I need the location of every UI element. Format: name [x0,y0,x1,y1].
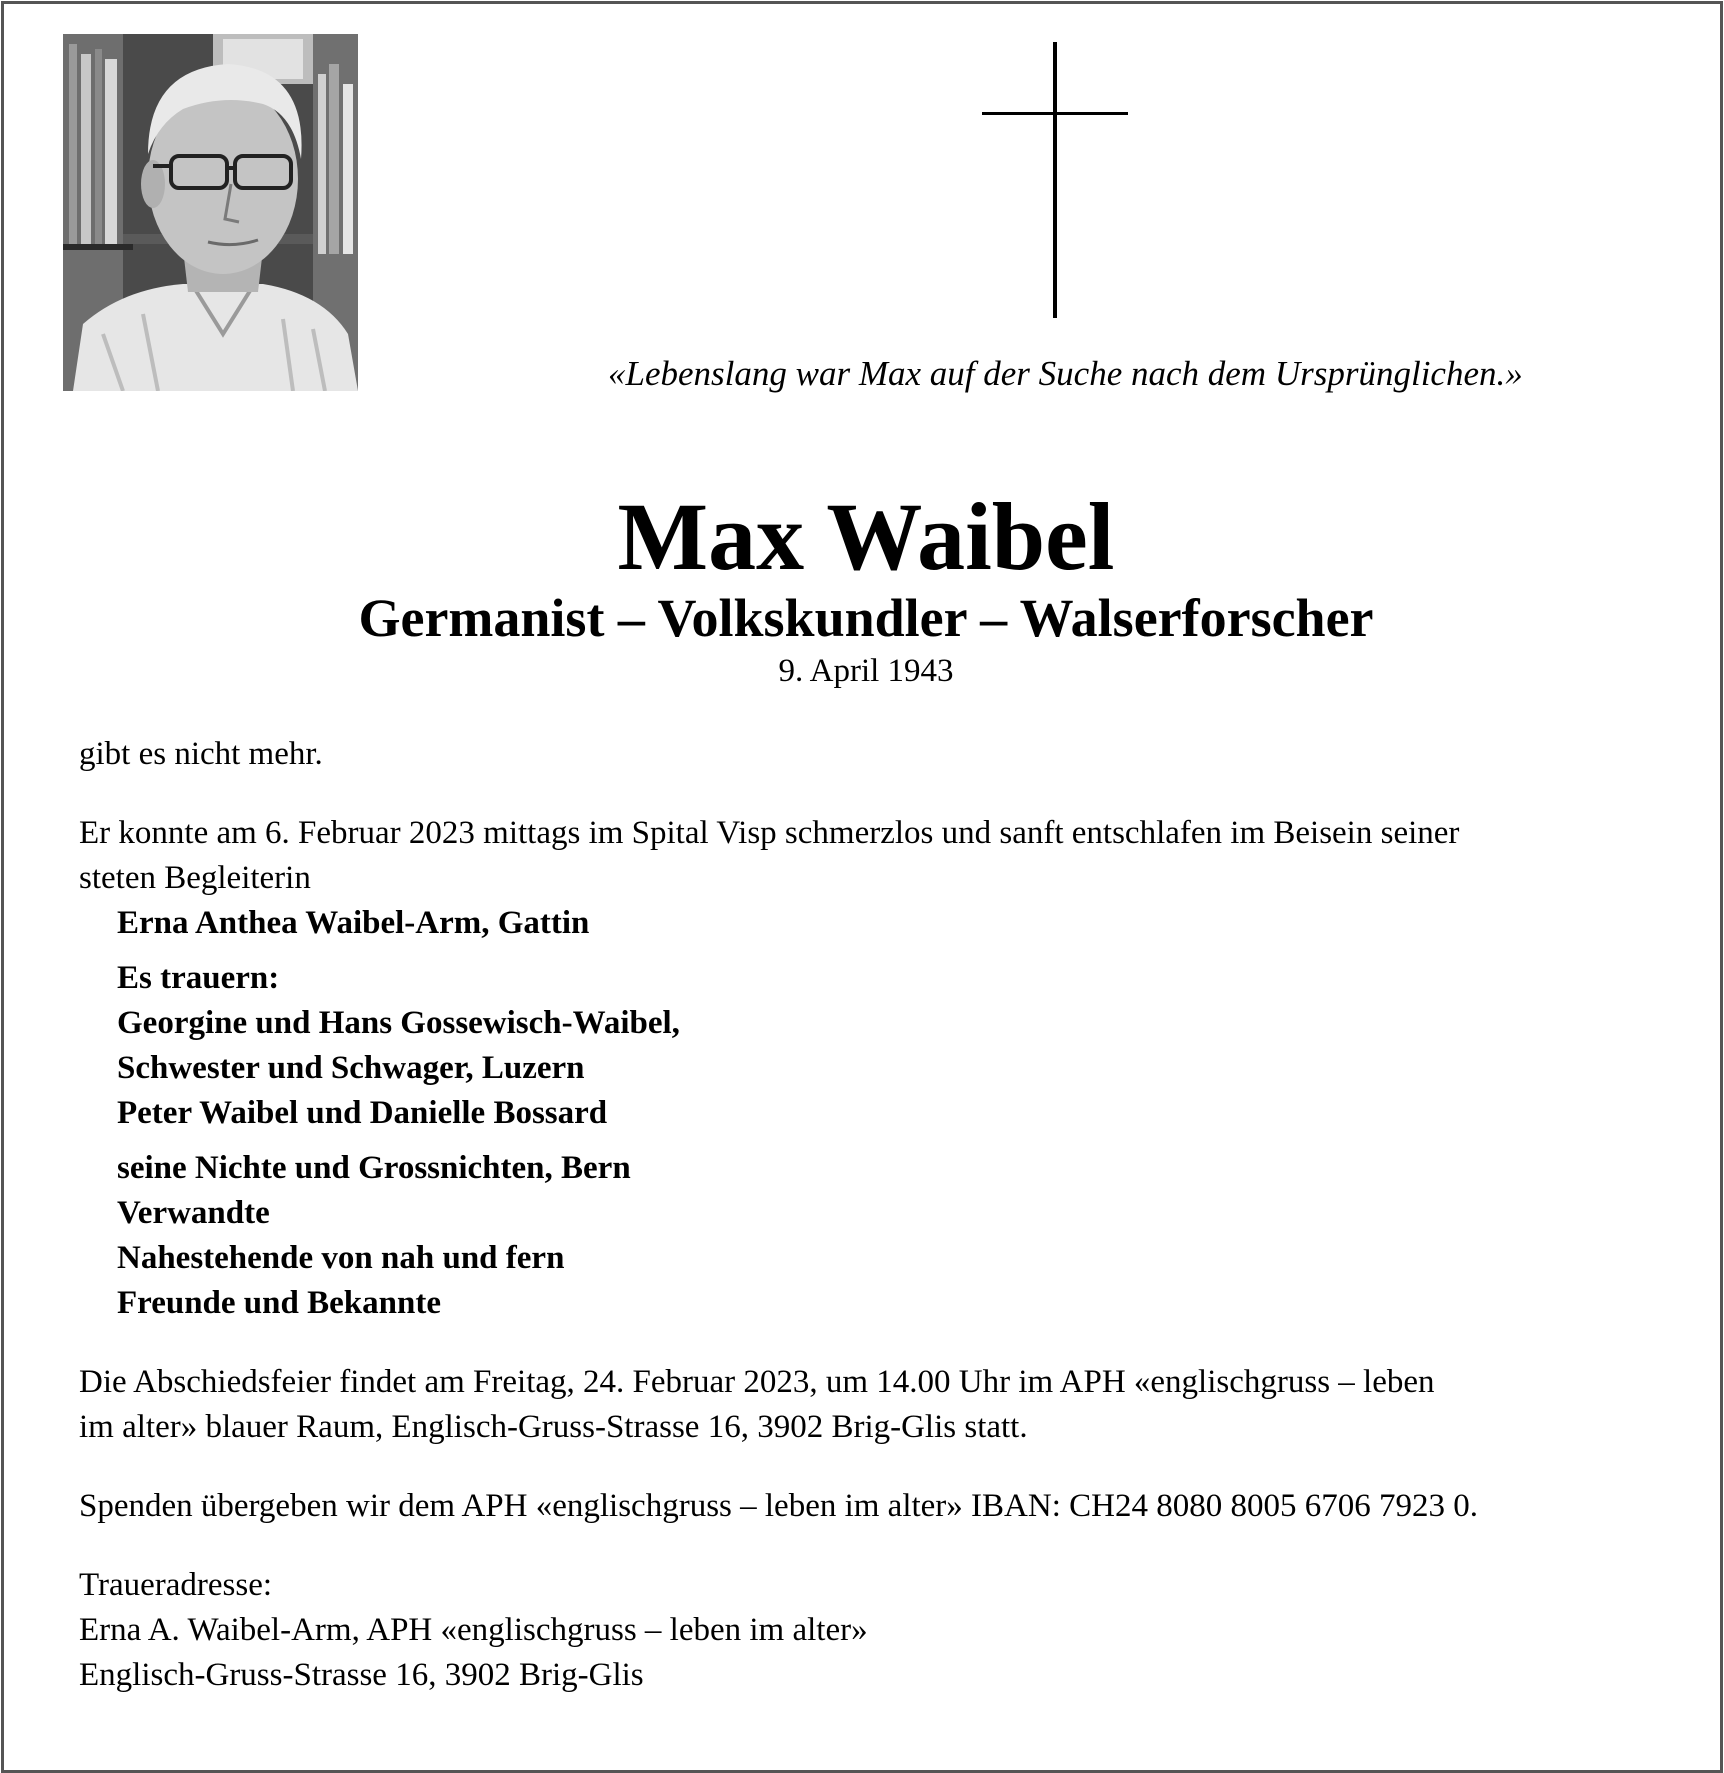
spouse-name: Erna Anthea Waibel-Arm, Gattin [117,905,590,941]
passing-line-2: steten Begleiterin [79,860,311,896]
portrait-photo [63,34,358,391]
obituary-body [79,732,1679,1698]
mourner-line: Peter Waibel und Danielle Bossard [117,1095,608,1131]
mourners-heading: Es trauern: [117,960,280,996]
mourner-line: seine Nichte und Grossnichten, Bern [117,1150,631,1186]
mourner-line: Nahestehende von nah und fern [117,1240,565,1276]
motto-quote: «Lebenslang war Max auf der Suche nach dem Ursprünglichen.» [608,354,1523,393]
donations-text: Spenden übergeben wir dem APH «englischgruss – leben im alter» IBAN: CH24 8080 8005 6706 7923 0. [79,1488,1478,1524]
ceremony-line-2: im alter» blauer Raum, Englisch-Gruss-Strasse 16, 3902 Brig-Glis statt. [79,1409,1028,1445]
mourner-line: Freunde und Bekannte [117,1285,441,1321]
address-line-2: Englisch-Gruss-Strasse 16, 3902 Brig-Glis [79,1657,644,1693]
intro-text: gibt es nicht mehr. [79,736,323,772]
birth-date: 9. April 1943 [778,653,954,689]
profession-line: Germanist – Volkskundler – Walserforscher [358,588,1374,648]
mourner-line: Georgine und Hans Gossewisch-Waibel, [117,1005,680,1041]
cross-icon [982,42,1128,318]
mourner-line: Verwandte [117,1195,270,1231]
passing-line-1: Er konnte am 6. Februar 2023 mittags im Spital Visp schmerzlos und sanft entschlafen im Beisein seiner [79,815,1460,851]
deceased-name: Max Waibel [617,483,1115,590]
address-label: Traueradresse: [79,1567,273,1603]
obituary-frame [1,1,1723,1773]
ceremony-line-1: Die Abschiedsfeier findet am Freitag, 24. Februar 2023, um 14.00 Uhr im APH «englischgruss – leben [79,1364,1435,1400]
address-line-1: Erna A. Waibel-Arm, APH «englischgruss – leben im alter» [79,1612,868,1648]
mourner-line: Schwester und Schwager, Luzern [117,1050,585,1086]
